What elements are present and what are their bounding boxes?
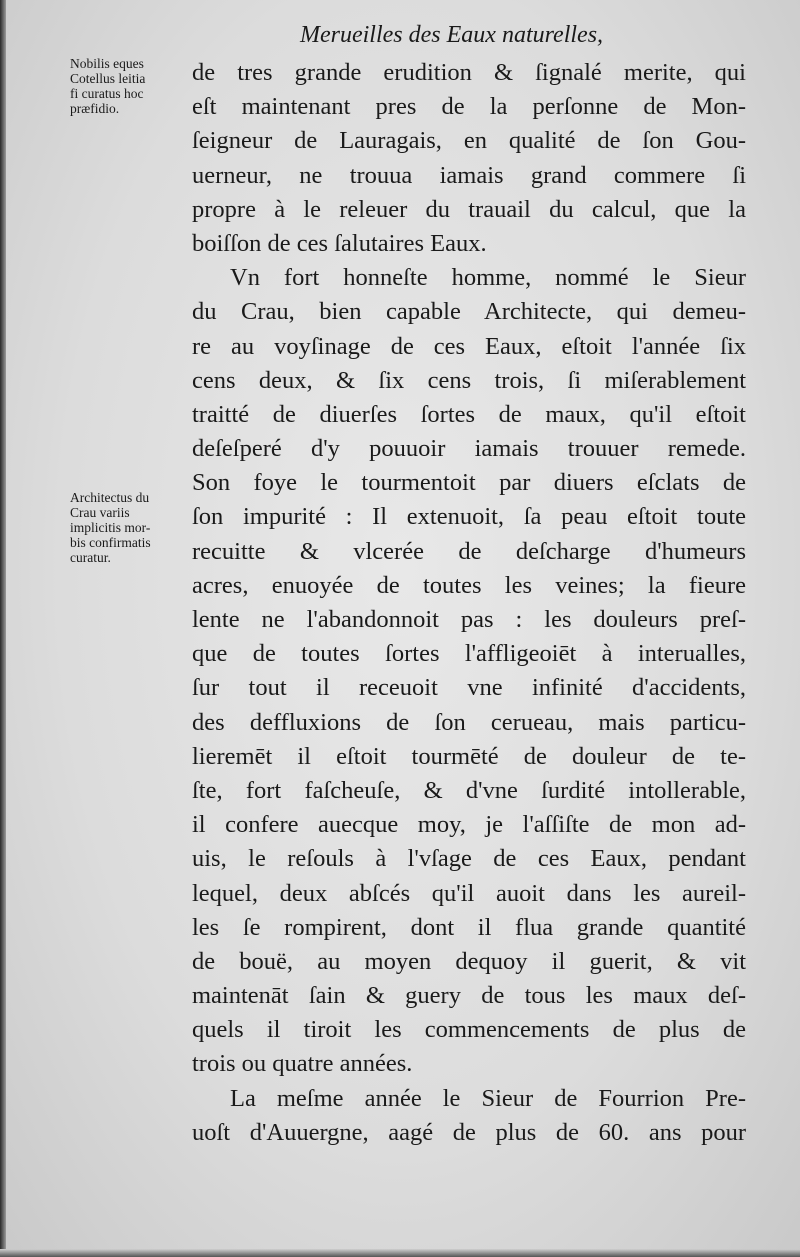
- text-line: acres, enuoyée de toutes les veines; la fieure: [192, 571, 746, 599]
- text-line: La meſme année le Sieur de Fourrion Pre-: [230, 1084, 746, 1112]
- text-line: des deffluxions de ſon cerueau, mais particu-: [192, 708, 746, 736]
- text-line: il confere auecque moy, je l'aſſiſte de mon ad-: [192, 811, 746, 839]
- margin-note-line: Nobilis eques: [70, 56, 144, 71]
- text-line: recuitte & vlcerée de deſcharge d'humeurs: [192, 537, 746, 565]
- text-line: propre à le releuer du trauail du calcul, que la: [192, 195, 746, 223]
- text-line: traitté de diuerſes ſortes de maux, qu'il eſtoit: [192, 400, 746, 428]
- page-edge-shadow: [0, 0, 6, 1257]
- margin-note-line: Cotellus leitia: [70, 71, 146, 86]
- page-bottom-shadow: [0, 1249, 800, 1257]
- text-line: ſeigneur de Lauragais, en qualité de ſon Gou-: [192, 127, 746, 155]
- margin-note-architectus: [70, 490, 198, 565]
- text-line: re au voyſinage de ces Eaux, eſtoit l'année ſix: [192, 332, 746, 360]
- margin-note-line: præfidio.: [70, 101, 120, 116]
- text-line: uerneur, ne trouua iamais grand commere ſi: [192, 161, 746, 189]
- margin-note-line: fi curatus hoc: [70, 86, 144, 101]
- text-line: boiſſon de ces ſalutaires Eaux.: [192, 229, 487, 257]
- text-line: lieremēt il eſtoit tourmēté de douleur de te-: [192, 742, 746, 770]
- margin-note-line: Crau variis: [70, 505, 130, 520]
- text-line: trois ou quatre années.: [192, 1050, 413, 1078]
- text-line: eſt maintenant pres de la perſonne de Mon-: [192, 93, 746, 121]
- margin-note-cotellus: [70, 56, 198, 116]
- text-line: uis, le reſouls à l'vſage de ces Eaux, pendant: [192, 845, 746, 873]
- margin-note-line: bis confirmatis: [70, 535, 151, 550]
- text-line: Son foye le tourmentoit par diuers eſclats de: [192, 469, 746, 497]
- text-line: ſon impurité : Il extenuoit, ſa peau eſtoit toute: [192, 503, 746, 531]
- text-line: que de toutes ſortes l'affligeoiēt à interualles,: [192, 640, 746, 668]
- text-line: Vn fort honneſte homme, nommé le Sieur: [230, 264, 746, 292]
- text-line: lente ne l'abandonnoit pas : les douleurs preſ-: [192, 606, 746, 633]
- text-line: maintenāt ſain & guery de tous les maux deſ-: [192, 982, 746, 1010]
- running-head: Merueilles des Eaux naturelles,: [300, 22, 604, 48]
- text-line: quels il tiroit les commencements de plus de: [192, 1016, 746, 1044]
- margin-note-line: Architectus du: [70, 490, 150, 505]
- text-line: les ſe rompirent, dont il flua grande quantité: [192, 913, 746, 941]
- text-line: deſeſperé d'y pouuoir iamais trouuer remede.: [192, 435, 746, 463]
- body-text: [192, 56, 746, 1150]
- text-line: ſur tout il receuoit vne infinité d'accidents,: [192, 674, 746, 702]
- margin-note-line: implicitis mor-: [70, 520, 151, 535]
- text-line: uoſt d'Auuergne, aagé de plus de 60. ans pour: [192, 1118, 746, 1146]
- text-line: lequel, deux abſcés qu'il auoit dans les aureil-: [192, 879, 746, 907]
- text-line: de bouë, au moyen dequoy il guerit, & vit: [192, 947, 746, 975]
- text-line: cens deux, & ſix cens trois, ſi miſerablement: [192, 366, 746, 394]
- text-line: de tres grande erudition & ſignalé merite, qui: [192, 59, 746, 86]
- text-line: du Crau, bien capable Architecte, qui demeu-: [192, 298, 746, 326]
- margin-note-line: curatur.: [70, 550, 111, 565]
- text-line: ſte, fort faſcheuſe, & d'vne ſurdité intollerable,: [192, 776, 746, 804]
